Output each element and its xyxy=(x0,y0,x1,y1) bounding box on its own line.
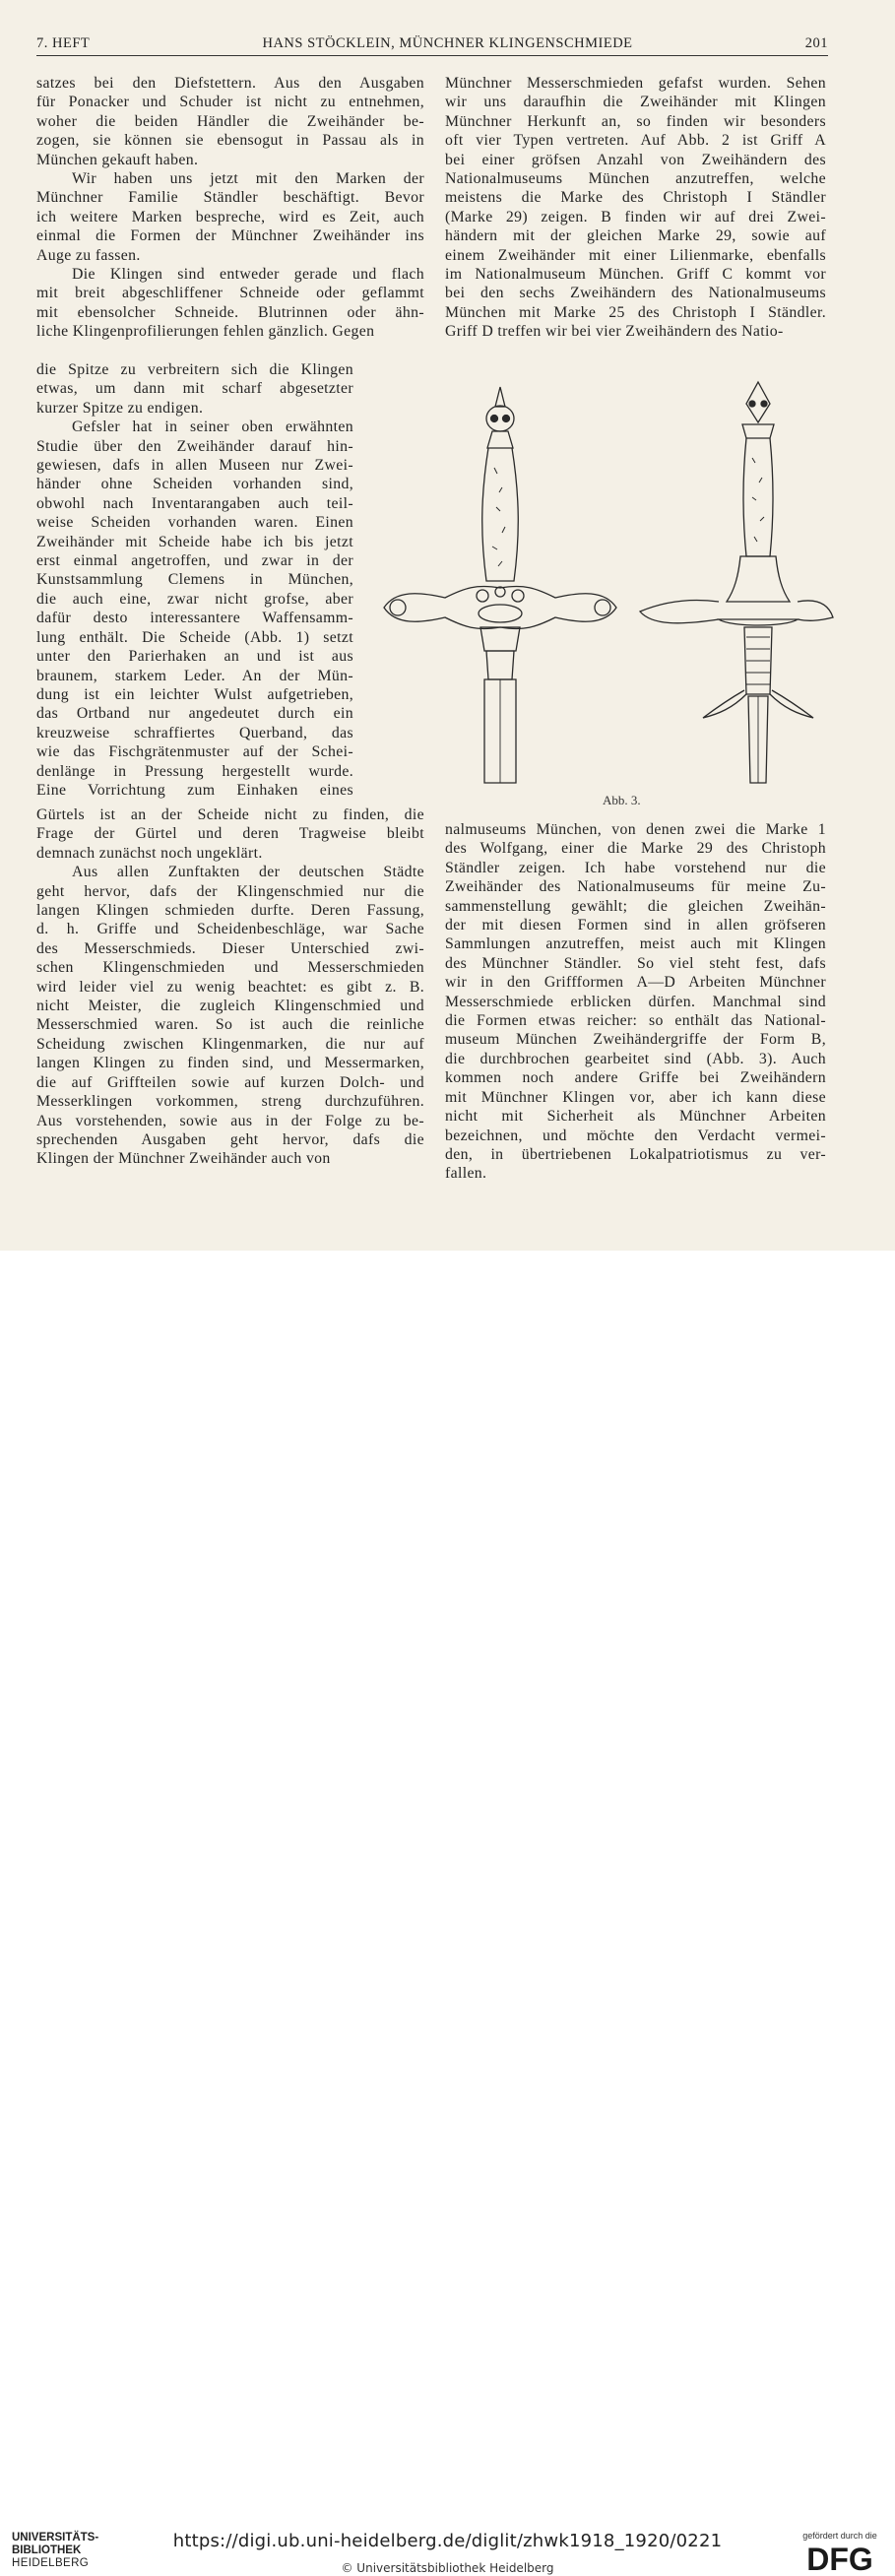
text-line: bei den sechs Zweihändern des Nationalmuseums xyxy=(445,285,826,302)
text-line: Eine Vorrichtung zum Einhaken eines xyxy=(36,781,353,799)
text-line: mit breit abgeschliffener Schneide oder geflammt xyxy=(36,285,424,302)
left-column-bottom xyxy=(36,805,424,1169)
text-line: des Messerschmieds. Dieser Unterschied zwi- xyxy=(36,939,424,957)
sword-hilt-right xyxy=(640,382,833,783)
text-line: der mit diesen Formen sind in allen gröfseren xyxy=(445,917,826,934)
text-line: wir in den Griffformen A—D Arbeiten Münchner xyxy=(445,974,826,992)
text-line: braunem, starkem Leder. An der Mün- xyxy=(36,667,353,684)
dfg-logo-icon xyxy=(795,2544,885,2573)
sword-hilts-figure xyxy=(374,379,837,793)
text-line: Messerklingen vorkommen, streng durchzuführen. xyxy=(36,1093,424,1111)
library-name-line-2: BIBLIOTHEK xyxy=(12,2544,82,2556)
text-line: Münchner Messerschmieden gefafst wurden. Sehen xyxy=(445,75,826,92)
text-line: Zweihänder mit Scheide habe ich bis jetzt xyxy=(36,533,353,550)
text-line: zogen, sie können sie ebensogut in Passau als in xyxy=(36,132,424,150)
text-line: Aus vorstehenden, sowie aus in der Folge zu be- xyxy=(36,1112,424,1129)
text-line: das Ortband nur angedeutet durch ein xyxy=(36,705,353,723)
text-line: denlänge in Pressung hergestellt wurde. xyxy=(36,762,353,780)
text-line: Messerschmiede erblicken dürfen. Manchmal sind xyxy=(445,993,826,1010)
text-line: die auch eine, zwar nicht grofse, aber xyxy=(36,590,353,608)
text-line: lung enthält. Die Scheide (Abb. 1) setzt xyxy=(36,628,353,646)
text-line: wie das Fischgrätenmuster auf der Schei- xyxy=(36,743,353,761)
library-city: HEIDELBERG xyxy=(12,2557,90,2569)
library-name-line-1: UNIVERSITÄTS- xyxy=(12,2532,99,2544)
text-line: sprechenden Ausgaben geht hervor, dafs die xyxy=(36,1130,424,1148)
text-line: geht hervor, dafs der Klingenschmied nur die xyxy=(36,882,424,900)
text-line: erst einmal angetroffen, und zwar in der xyxy=(36,552,353,570)
text-line: die durchbrochen gearbeitet sind (Abb. 3). Auch xyxy=(445,1050,826,1067)
figure-caption: Abb. 3. xyxy=(603,793,641,807)
text-line: kommen noch andere Griffe bei Zweihändern xyxy=(445,1069,826,1087)
page-number: 201 xyxy=(804,35,828,51)
left-column-narrow xyxy=(36,360,353,800)
permalink-url[interactable]: https://digi.ub.uni-heidelberg.de/diglit/zhwk1918_1920/0221 xyxy=(172,2531,723,2551)
viewer-footer xyxy=(0,1251,895,2575)
text-line: händer ohne Scheiden vorhanden sind, xyxy=(36,476,353,493)
text-line: Ständler zeigen. Ich habe vorstehend nur die xyxy=(445,859,826,876)
text-line: d. h. Griffe und Scheidenbeschläge, war Sache xyxy=(36,921,424,938)
text-line: langen Klingen schmieden durfte. Deren Fassung, xyxy=(36,902,424,920)
text-line: ich weitere Marken bespreche, wird es Zeit, auch xyxy=(36,208,424,225)
text-line: des Münchner Ständler. So viel steht fest, dafs xyxy=(445,954,826,972)
text-line: die Formen etwas reicher: so enthält das National- xyxy=(445,1012,826,1030)
issue-label: 7. HEFT xyxy=(36,35,91,51)
right-column-bottom xyxy=(445,820,826,1184)
text-line: Klingen der Münchner Zweihänder auch von xyxy=(36,1150,331,1168)
text-line: kreuzweise schraffiertes Querband, das xyxy=(36,724,353,741)
text-line: wird leider viel zu wenig beachtet: es gibt z. B. xyxy=(36,978,424,996)
text-line: Auge zu fassen. xyxy=(36,246,141,264)
text-line: museum München Zweihändergriffe der Form B, xyxy=(445,1031,826,1049)
text-line: Gefsler hat in seiner oben erwähnten xyxy=(72,419,353,436)
text-line: händern mit der gleichen Marke 29, sowie auf xyxy=(445,227,826,245)
text-line: Gürtels ist an der Scheide nicht zu finden, die xyxy=(36,806,424,823)
text-line: unter den Parierhaken an und ist aus xyxy=(36,648,353,666)
text-line: Die Klingen sind entweder gerade und flach xyxy=(72,266,424,284)
scanned-page xyxy=(0,0,895,1251)
text-line: langen Klingen zu finden sind, und Messermarken, xyxy=(36,1055,424,1072)
text-line: nalmuseums München, von denen zwei die Marke 1 xyxy=(445,821,826,838)
text-line: Nationalmuseums München anzutreffen, welche xyxy=(445,170,826,188)
funding-label: gefördert durch die xyxy=(802,2531,877,2541)
text-line: im Nationalmuseum München. Griff C kommt vor xyxy=(445,266,826,284)
text-line: fallen. xyxy=(445,1165,487,1183)
running-title: HANS STÖCKLEIN, MÜNCHNER KLINGENSCHMIEDE xyxy=(262,35,633,51)
text-line: oft vier Typen vertreten. Auf Abb. 2 ist Griff A xyxy=(445,132,826,150)
text-line: Wir haben uns jetzt mit den Marken der xyxy=(72,170,424,188)
text-line: Studie über den Zweihänder darauf hin- xyxy=(36,437,353,455)
text-line: dung ist ein leichter Wulst aufgetrieben, xyxy=(36,685,353,703)
text-line: kurzer Spitze zu endigen. xyxy=(36,399,204,417)
text-line: den, in übertriebenen Lokalpatriotismus zu ver- xyxy=(445,1145,826,1163)
left-column-top xyxy=(36,74,424,342)
text-line: schen Klingenschmieden und Messerschmieden xyxy=(36,959,424,977)
text-line: Frage der Gürtel und deren Tragweise bleibt xyxy=(36,825,424,843)
text-line: dafür desto interessantere Waffensamm- xyxy=(36,610,353,627)
text-line: nicht mit Sicherheit als Münchner Arbeiten xyxy=(445,1108,826,1126)
text-line: München gekauft haben. xyxy=(36,151,199,168)
text-line: Griff D treffen wir bei vier Zweihändern des Natio- xyxy=(445,323,784,341)
text-line: Messerschmied waren. So ist auch die reinliche xyxy=(36,1016,424,1034)
header-rule xyxy=(36,55,828,56)
text-line: mit ebensolcher Schneide. Blutrinnen oder ähn- xyxy=(36,303,424,321)
text-line: Aus allen Zunftakten der deutschen Städte xyxy=(72,864,424,881)
text-line: einmal die Formen der Münchner Zweihänder ins xyxy=(36,227,424,245)
text-line: (Marke 29) zeigen. B finden wir auf drei Zwei- xyxy=(445,208,826,225)
text-line: obwohl nach Inventarangaben auch teil- xyxy=(36,494,353,512)
text-line: etwas, um dann mit scharf abgesetzter xyxy=(36,380,353,398)
text-line: demnach zunächst noch ungeklärt. xyxy=(36,844,263,862)
text-line: gewiesen, dafs in allen Museen nur Zwei- xyxy=(36,457,353,475)
text-line: liche Klingenprofilierungen fehlen gänzlich. Gegen xyxy=(36,323,375,341)
text-line: des Wolfgang, einer die Marke 29 des Christoph xyxy=(445,840,826,858)
text-line: München mit Marke 25 des Christoph I Ständler. xyxy=(445,303,826,321)
text-line: nicht Meister, die zugleich Klingenschmied und xyxy=(36,998,424,1015)
copyright-notice: © Universitätsbibliothek Heidelberg xyxy=(341,2561,554,2575)
right-column-top xyxy=(445,74,826,342)
text-line: wir uns daraufhin die Zweihänder mit Klingen xyxy=(445,94,826,111)
text-line: Münchner Familie Ständler beschäftigt. Bevor xyxy=(36,189,424,207)
text-line: mit Münchner Klingen vor, aber ich kann diese xyxy=(445,1088,826,1106)
text-line: woher die beiden Händler die Zweihänder be- xyxy=(36,112,424,130)
text-line: Kunstsammlung Clemens in München, xyxy=(36,571,353,589)
text-line: Scheidung zwischen Klingenmarken, die nur auf xyxy=(36,1035,424,1053)
text-line: bezeichnen, und möchte den Verdacht vermei- xyxy=(445,1127,826,1144)
text-line: bei einer gröfsen Anzahl von Zweihändern des xyxy=(445,151,826,168)
text-line: Zweihänder des Nationalmuseums für meine Zu- xyxy=(445,878,826,896)
text-line: die auf Griffteilen sowie auf kurzen Dolch- und xyxy=(36,1073,424,1091)
text-line: meistens die Marke des Christoph I Ständler xyxy=(445,189,826,207)
text-line: die Spitze zu verbreitern sich die Klingen xyxy=(36,361,353,378)
sword-hilt-left xyxy=(384,387,616,783)
text-line: für Ponacker und Schuder ist nicht zu entnehmen, xyxy=(36,94,424,111)
text-line: einem Zweihänder mit einer Lilienmarke, ebenfalls xyxy=(445,246,826,264)
text-line: sammenstellung gewählt; die gleichen Zweihän- xyxy=(445,897,826,915)
dfg-logo-text: DFG xyxy=(806,2544,873,2573)
text-line: Münchner Herkunft an, so finden wir besonders xyxy=(445,112,826,130)
text-line: Sammlungen anzutreffen, meist auch mit Klingen xyxy=(445,935,826,953)
text-line: satzes bei den Diefstettern. Aus den Ausgaben xyxy=(36,75,424,92)
text-line: weise Scheiden vorhanden waren. Einen xyxy=(36,514,353,532)
